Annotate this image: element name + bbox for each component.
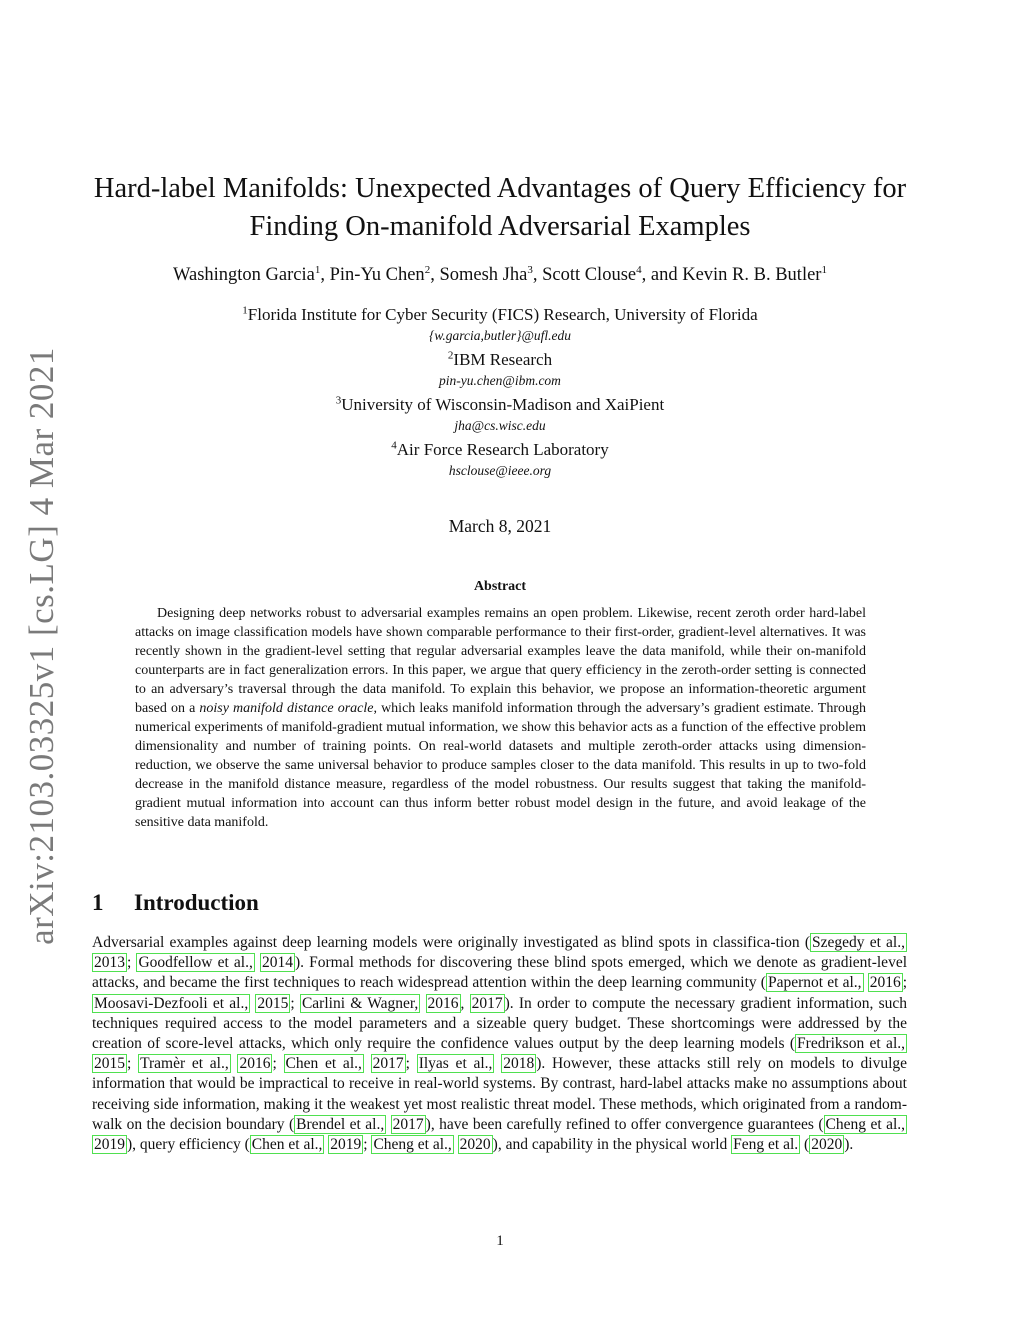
affiliation-name	[80, 350, 920, 370]
citation-link[interactable]: Moosavi-Dezfooli et al.,	[94, 994, 249, 1012]
affiliation-text: Florida Institute for Cyber Security (FICS) Research, University of Florida	[247, 305, 758, 324]
section-title: Introduction	[134, 890, 259, 915]
citation-link[interactable]: 2017	[392, 1115, 424, 1133]
citation-link[interactable]: 2015	[257, 994, 289, 1012]
intro-text: Adversarial examples against deep learning models were originally investigated as blind spots in classifica-tion (	[92, 934, 811, 951]
citation-link[interactable]: Chen et al.,	[251, 1136, 323, 1154]
author-affiliation-mark: 3	[527, 263, 533, 276]
section-heading	[92, 890, 259, 916]
abstract-heading: Abstract	[473, 579, 527, 594]
affiliation-email: hsclouse@ieee.org	[448, 463, 552, 478]
citation-link[interactable]: 2015	[94, 1055, 125, 1073]
intro-text: ).	[844, 1136, 854, 1154]
citation-link[interactable]: 2020	[811, 1136, 843, 1154]
author-name: Washington Garcia	[173, 265, 315, 285]
affiliation-mark: 1	[242, 304, 248, 317]
intro-text: ,	[460, 994, 470, 1012]
affiliation-name	[80, 395, 920, 415]
author-affiliation-mark: 1	[314, 263, 321, 276]
title-line-1: Hard-label Manifolds: Unexpected Advantages of Query Efficiency for	[93, 173, 907, 204]
author-separator: , and	[641, 265, 683, 285]
intro-text: ;	[363, 1136, 372, 1154]
citation-link[interactable]: Ilyas et al.,	[418, 1055, 493, 1073]
citation-link[interactable]: 2018	[503, 1055, 535, 1073]
intro-text: ;	[290, 994, 300, 1012]
title-line-2: Finding On-manifold Adversarial Examples	[249, 211, 751, 242]
intro-text	[386, 1116, 390, 1133]
author-list	[80, 265, 920, 286]
citation-link[interactable]: Carlini & Wagner,	[301, 994, 419, 1012]
paper-date: March 8, 2021	[448, 516, 552, 536]
author-separator: ,	[320, 265, 330, 285]
author-affiliation-mark: 4	[636, 263, 642, 276]
citation-link[interactable]: 2019	[330, 1136, 362, 1154]
citation-link[interactable]: Fredrikson et al.,	[797, 1035, 905, 1053]
author-separator: ,	[532, 265, 543, 285]
intro-text: ), and capability in the physical world	[492, 1136, 732, 1154]
affiliation-block	[80, 305, 920, 344]
citation-link[interactable]: 2017	[372, 1055, 404, 1073]
affiliation-block	[80, 395, 920, 434]
arxiv-watermark	[22, 346, 62, 945]
introduction-paragraph	[92, 933, 907, 1155]
citation-link[interactable]: Goodfellow et al.,	[138, 954, 253, 972]
paper-title	[80, 170, 920, 246]
intro-text	[420, 995, 425, 1012]
author-separator: ,	[430, 265, 440, 285]
affiliation-email: jha@cs.wisc.edu	[454, 418, 546, 433]
affiliation-name	[80, 440, 920, 460]
citation-link[interactable]: Feng et al.	[733, 1136, 799, 1154]
affiliation-mark: 4	[391, 439, 397, 452]
intro-text: ). In order to compute the necessary gradient information, such techniques required access to the model parameters and a sizeable query budget. These shortcomings were addressed by the creation of score-level attacks, which only require the confidence values output by the deep learning models (	[92, 994, 908, 1053]
author-affiliation-mark: 2	[424, 263, 431, 276]
author-name: Scott Clouse	[542, 265, 637, 285]
affiliation-block	[80, 440, 920, 479]
citation-link[interactable]: 2016	[427, 994, 459, 1012]
intro-text: (	[800, 1136, 810, 1154]
intro-text: ;	[127, 1055, 139, 1073]
citation-link[interactable]: Chen et al.,	[285, 1055, 362, 1073]
citation-link[interactable]: Tramèr et al.,	[140, 1055, 229, 1073]
citation-link[interactable]: Cheng et al.,	[373, 1136, 452, 1154]
intro-text: ;	[272, 1055, 284, 1073]
affiliation-mark: 3	[335, 394, 342, 407]
citation-link[interactable]: 2020	[459, 1136, 491, 1154]
author-name: Pin-Yu Chen	[329, 265, 425, 285]
citation-link[interactable]: Cheng et al.,	[825, 1115, 906, 1133]
abstract-body	[135, 604, 866, 832]
affiliation-text: IBM Research	[453, 350, 553, 369]
author-name: Kevin R. B. Butler	[682, 265, 822, 285]
author-affiliation-mark: 1	[821, 263, 827, 276]
intro-text: ). Formal methods for discovering these blind spots emerged, which we denote as gradient-level attacks, and became the first techniques to reach widespread attention within the deep learning community (	[92, 954, 908, 992]
intro-text: ), have been carefully refined to offer convergence guarantees (	[425, 1115, 824, 1133]
citation-link[interactable]: 2016	[239, 1055, 271, 1073]
affiliation-email: pin-yu.chen@ibm.com	[439, 373, 561, 388]
author-name: Somesh Jha	[439, 265, 528, 285]
abstract-emphasis: noisy manifold distance oracle	[199, 701, 374, 716]
arxiv-watermark-text: arXiv:2103.03325v1 [cs.LG] 4 Mar 2021	[22, 346, 61, 945]
intro-text: ), query efficiency (	[127, 1136, 250, 1154]
intro-text: ). However, these attacks still rely on models to divulge information that would be impractical to receive in real-world systems. By contrast, hard-label attacks make no assumptions about receiving side information, making it the weakest yet most realistic threat model. These methods, which originated from a random-walk on the decision boundary (	[92, 1055, 908, 1133]
affiliation-block	[80, 350, 920, 389]
intro-text: ;	[127, 954, 137, 972]
affiliation-email: {w.garcia,butler}@ufl.edu	[428, 328, 572, 343]
affiliation-text: Air Force Research Laboratory	[396, 440, 609, 459]
citation-link[interactable]: Brendel et al.,	[296, 1115, 385, 1133]
citation-link[interactable]: 2019	[94, 1136, 125, 1154]
intro-text	[364, 1055, 371, 1072]
intro-text: ;	[405, 1055, 417, 1073]
page-number: 1	[496, 1233, 504, 1249]
citation-link[interactable]: Szegedy et al.,	[812, 934, 905, 951]
citation-link[interactable]: 2016	[869, 974, 901, 992]
intro-text: ;	[902, 974, 907, 992]
citation-link[interactable]: 2017	[471, 994, 503, 1012]
citation-link[interactable]: 2014	[261, 954, 293, 972]
affiliation-mark: 2	[447, 349, 454, 362]
affiliation-text: University of Wisconsin-Madison and XaiPient	[341, 395, 665, 414]
affiliation-name	[80, 305, 920, 325]
citation-link[interactable]: 2013	[94, 954, 125, 972]
section-number: 1	[92, 890, 104, 915]
abstract-part-1: Designing deep networks robust to adversarial examples remains an open problem. Likewise, recent zeroth order hard-label attacks on image classification models have shown comparable performance to their first-order, gradient-level alternatives. It was recently shown in the gradient-level setting that regular adversarial examples leave the data manifold, while their on-manifold counterparts are in fact generalization errors. In this paper, we argue that query efficiency in the zeroth-order setting is connected to an adversary’s traversal through the data manifold. To explain this behavior, we propose an information-theoretic argument based on a	[135, 606, 866, 716]
abstract-part-2: , which leaks manifold information through the adversary’s gradient estimate. Through numerical experiments of manifold-gradient mutual information, we show this behavior acts as a function of the effective problem dimensionality and number of training points. On real-world datasets and multiple zeroth-order attacks using dimension-reduction, we observe the same universal behavior to produce samples closer to the data manifold. This results in up to two-fold decrease in the manifold distance measure, regardless of the model robustness. Our results suggest that taking the manifold-gradient mutual information into account can thus inform better robust model design in the future, and avoid leakage of the sensitive data manifold.	[135, 701, 866, 830]
citation-link[interactable]: Papernot et al.,	[767, 974, 862, 992]
